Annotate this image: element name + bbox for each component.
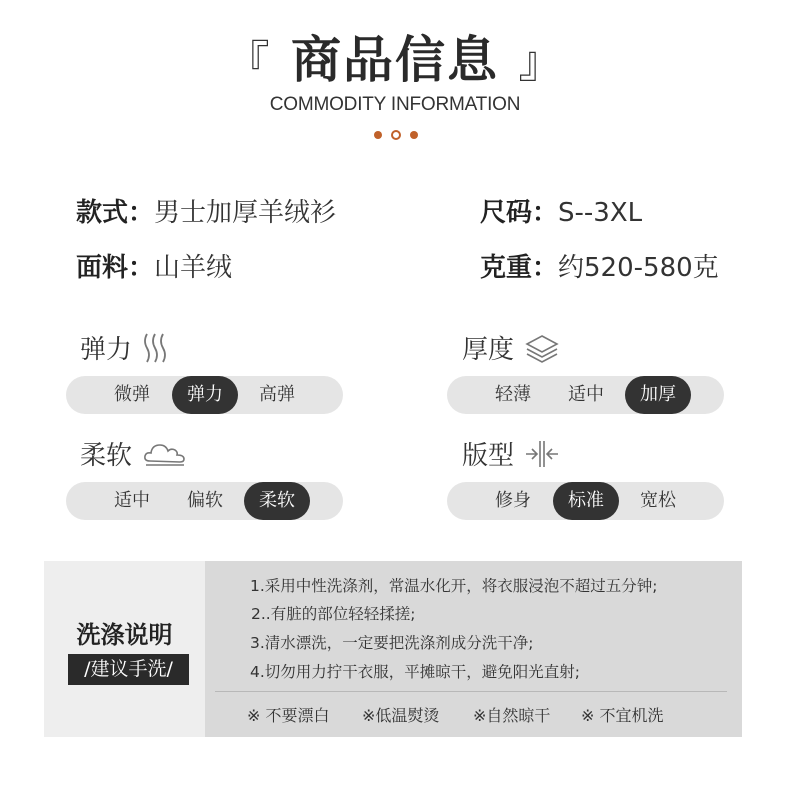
- softness-option-soft[interactable]: 偏软: [187, 490, 223, 511]
- washing-subtitle: /建议手洗/: [68, 654, 189, 685]
- stretch-icon: [142, 332, 172, 364]
- layers-icon: [524, 333, 560, 363]
- title-text: 商品信息: [291, 31, 499, 89]
- spec-weight-value: 约520-580克: [558, 253, 719, 283]
- spec-fabric: [76, 247, 232, 284]
- elasticity-selector: [66, 376, 343, 414]
- cloud-icon: [142, 439, 188, 469]
- warning-low-iron: ※低温熨烫: [362, 706, 440, 725]
- elasticity-option-elastic[interactable]: 弹力: [172, 376, 238, 414]
- page-subtitle: COMMODITY INFORMATION: [269, 94, 521, 115]
- softness-label: [80, 435, 188, 472]
- ring-dot-icon: [391, 130, 401, 140]
- divider: [215, 691, 727, 692]
- elasticity-option-slight[interactable]: 微弹: [114, 384, 150, 405]
- fit-arrows-icon: [524, 438, 560, 470]
- washing-title: 洗涤说明: [76, 621, 173, 649]
- fit-label-text: 版型: [462, 441, 515, 471]
- softness-option-medium[interactable]: 适中: [114, 490, 150, 511]
- fit-option-standard[interactable]: 标准: [553, 482, 619, 520]
- spec-style-value: 男士加厚羊绒衫: [154, 198, 337, 228]
- title-bracket-close: 』: [518, 37, 565, 88]
- washing-step: 4.切勿用力拧干衣服，平摊晾干，避免阳光直射;: [250, 663, 581, 681]
- fit-label: [462, 435, 560, 472]
- warning-no-bleach: ※ 不要漂白: [247, 706, 330, 725]
- softness-selector: [66, 482, 343, 520]
- page-title: [0, 20, 790, 92]
- spec-size-value: S--3XL: [558, 198, 643, 228]
- thickness-option-medium[interactable]: 适中: [568, 384, 604, 405]
- spec-size: [480, 192, 642, 229]
- dot-icon: [410, 131, 418, 139]
- spec-fabric-key: 面料：: [76, 253, 155, 283]
- warning-no-machine-wash: ※ 不宜机洗: [581, 706, 664, 725]
- washing-step: 3.清水漂洗，一定要把洗涤剂成分洗干净;: [250, 634, 534, 652]
- spec-size-key: 尺码：: [480, 198, 559, 228]
- thickness-selector: [447, 376, 724, 414]
- warning-air-dry: ※自然晾干: [473, 706, 551, 725]
- washing-step: 1.采用中性洗涤剂，常温水化开，将衣服浸泡不超过五分钟;: [250, 577, 658, 595]
- fit-selector: [447, 482, 724, 520]
- spec-weight-key: 克重：: [480, 253, 559, 283]
- elasticity-label-text: 弹力: [80, 335, 133, 365]
- title-bracket-open: 『: [225, 37, 272, 88]
- spec-weight: [480, 247, 719, 284]
- spec-style: [76, 192, 336, 229]
- thickness-label-text: 厚度: [462, 335, 515, 365]
- softness-option-very-soft[interactable]: 柔软: [244, 482, 310, 520]
- washing-details: [205, 561, 742, 737]
- thickness-label: [462, 329, 560, 366]
- elasticity-option-high[interactable]: 高弹: [259, 384, 295, 405]
- washing-header: [44, 561, 205, 737]
- spec-style-key: 款式：: [76, 198, 155, 228]
- dot-icon: [374, 131, 382, 139]
- spec-fabric-value: 山羊绒: [154, 253, 233, 283]
- decorative-dots: [374, 130, 418, 140]
- washing-step: 2..有脏的部位轻轻揉搓;: [251, 605, 416, 623]
- thickness-option-thick[interactable]: 加厚: [625, 376, 691, 414]
- fit-option-slim[interactable]: 修身: [495, 490, 531, 511]
- thickness-option-thin[interactable]: 轻薄: [495, 384, 531, 405]
- softness-label-text: 柔软: [80, 441, 133, 471]
- elasticity-label: [80, 329, 172, 366]
- fit-option-loose[interactable]: 宽松: [640, 490, 676, 511]
